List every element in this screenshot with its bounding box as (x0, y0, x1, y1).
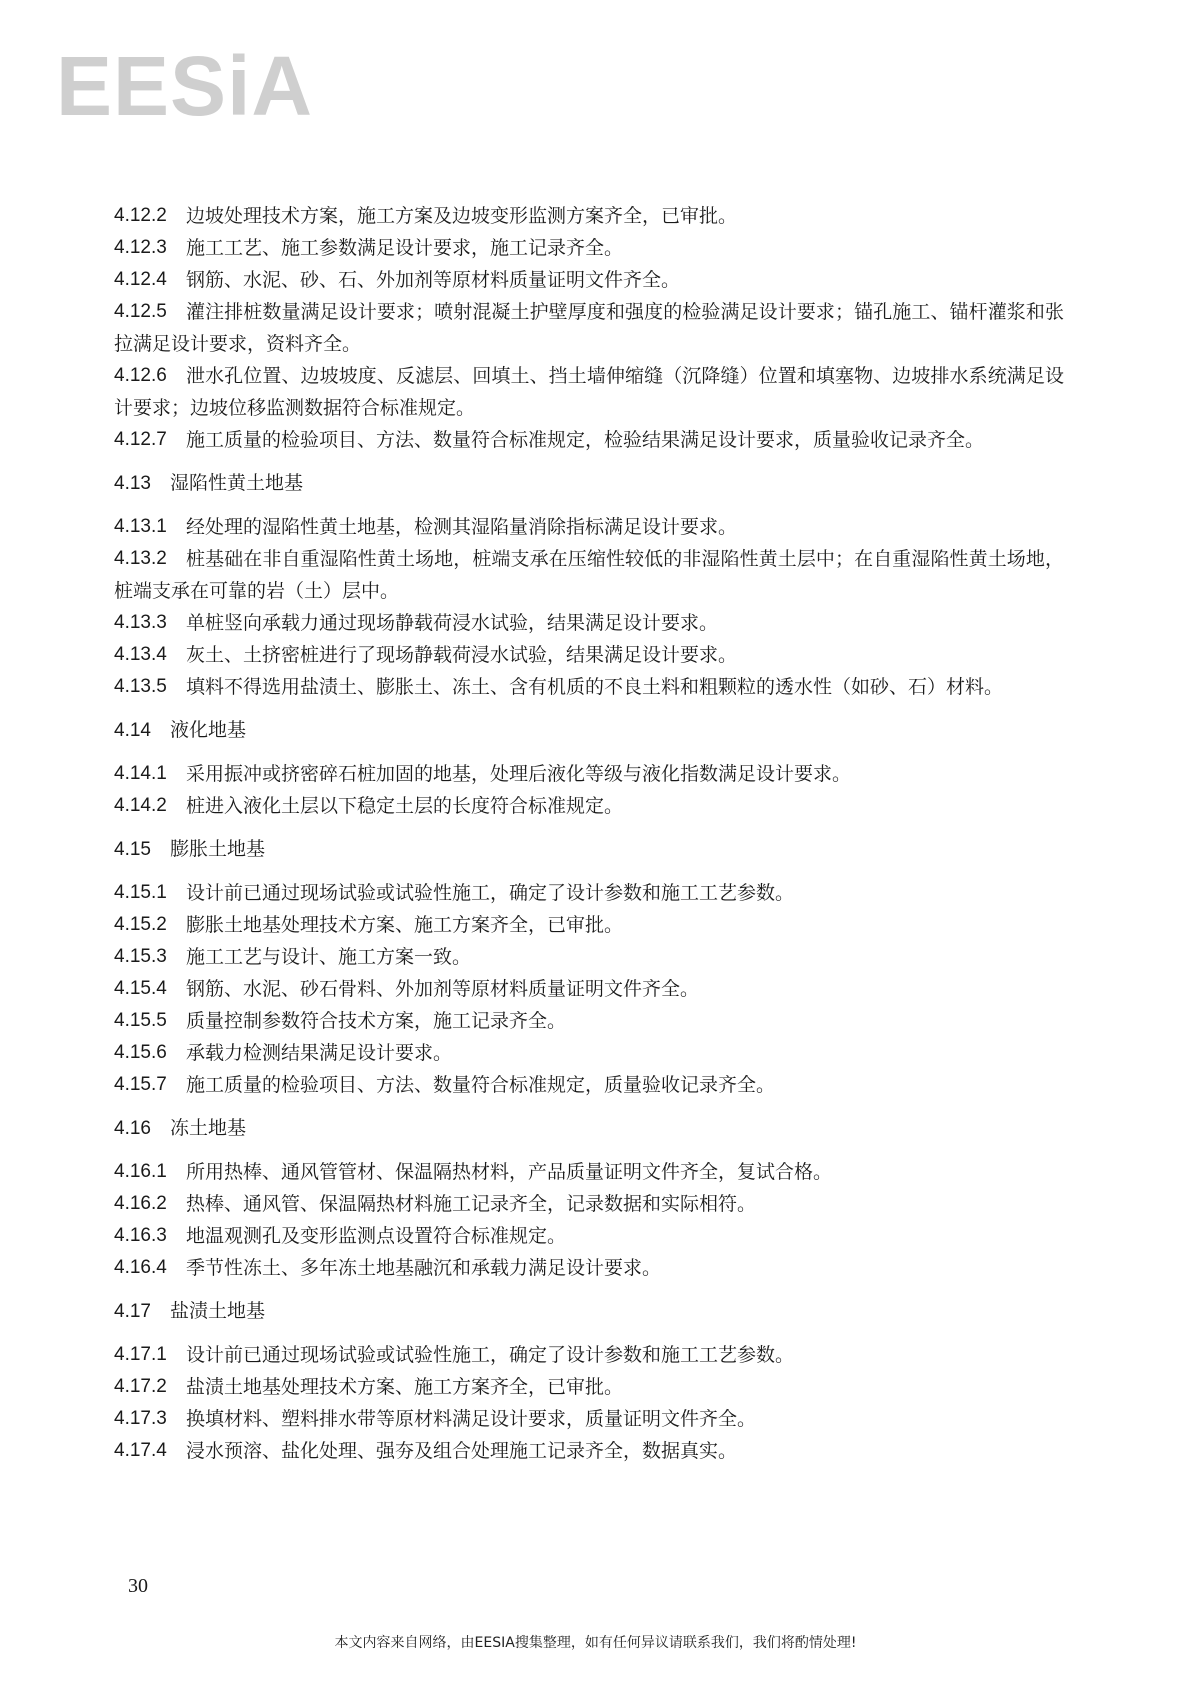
section-heading (114, 1113, 1064, 1144)
section-title: 湿陷性黄土地基 (170, 472, 304, 494)
clause-item (114, 1403, 1064, 1435)
clause-number: 4.15.6 (114, 1042, 167, 1063)
clause-text: 灌注排桩数量满足设计要求；喷射混凝土护壁厚度和强度的检验满足设计要求；锚孔施工、锚杆灌浆和张拉满足设计要求，资料齐全。 (114, 301, 1064, 355)
clause-item (114, 543, 1064, 607)
clause-text: 换填材料、塑料排水带等原材料满足设计要求，质量证明文件齐全。 (186, 1408, 757, 1430)
clause-text: 施工工艺与设计、施工方案一致。 (186, 946, 472, 968)
clause-text: 填料不得选用盐渍土、膨胀土、冻土、含有机质的不良土料和粗颗粒的透水性（如砂、石）材料。 (186, 676, 1004, 698)
clause-text: 钢筋、水泥、砂、石、外加剂等原材料质量证明文件齐全。 (186, 269, 681, 291)
clause-number: 4.14.2 (114, 795, 167, 816)
clause-text: 采用振冲或挤密碎石桩加固的地基，处理后液化等级与液化指数满足设计要求。 (186, 763, 852, 785)
clause-item (114, 1371, 1064, 1403)
clause-item (114, 511, 1064, 543)
clause-item (114, 264, 1064, 296)
clause-text: 桩进入液化土层以下稳定土层的长度符合标准规定。 (186, 795, 624, 817)
clause-text: 施工质量的检验项目、方法、数量符合标准规定，检验结果满足设计要求，质量验收记录齐全。 (186, 429, 985, 451)
clause-number: 4.12.7 (114, 429, 167, 450)
section-title: 冻土地基 (170, 1117, 247, 1139)
clause-item (114, 296, 1064, 360)
clause-item (114, 1069, 1064, 1101)
clause-item (114, 671, 1064, 703)
clause-number: 4.16.4 (114, 1257, 167, 1278)
clause-item (114, 877, 1064, 909)
clause-text: 桩基础在非自重湿陷性黄土场地，桩端支承在压缩性较低的非湿陷性黄土层中；在自重湿陷性黄土场地，桩端支承在可靠的岩（土）层中。 (114, 548, 1064, 602)
clause-text: 设计前已通过现场试验或试验性施工，确定了设计参数和施工工艺参数。 (186, 1344, 795, 1366)
clause-number: 4.16.2 (114, 1193, 167, 1214)
clause-item (114, 639, 1064, 671)
section-number: 4.15 (114, 839, 151, 860)
clause-text: 钢筋、水泥、砂石骨料、外加剂等原材料质量证明文件齐全。 (186, 978, 700, 1000)
eesia-logo: EESiA (56, 39, 314, 133)
clause-number: 4.12.6 (114, 365, 167, 386)
document-body (114, 200, 1064, 1467)
clause-text: 灰土、土挤密桩进行了现场静载荷浸水试验，结果满足设计要求。 (186, 644, 738, 666)
clause-text: 盐渍土地基处理技术方案、施工方案齐全，已审批。 (186, 1376, 624, 1398)
section-number: 4.17 (114, 1301, 151, 1322)
clause-text: 热棒、通风管、保温隔热材料施工记录齐全，记录数据和实际相符。 (186, 1193, 757, 1215)
clause-text: 地温观测孔及变形监测点设置符合标准规定。 (186, 1225, 567, 1247)
clause-item (114, 1220, 1064, 1252)
clause-number: 4.16.1 (114, 1161, 167, 1182)
clause-number: 4.15.5 (114, 1010, 167, 1031)
section-heading (114, 715, 1064, 746)
clause-number: 4.12.4 (114, 269, 167, 290)
clause-number: 4.17.4 (114, 1440, 167, 1461)
section-heading (114, 834, 1064, 865)
clause-item (114, 1339, 1064, 1371)
clause-number: 4.13.5 (114, 676, 167, 697)
clause-text: 施工工艺、施工参数满足设计要求，施工记录齐全。 (186, 237, 624, 259)
clause-number: 4.17.3 (114, 1408, 167, 1429)
clause-item (114, 232, 1064, 264)
footer-disclaimer: 本文内容来自网络，由EESIA搜集整理，如有任何异议请联系我们，我们将酌情处理! (334, 1635, 857, 1651)
clause-item (114, 973, 1064, 1005)
clause-number: 4.16.3 (114, 1225, 167, 1246)
clause-text: 设计前已通过现场试验或试验性施工，确定了设计参数和施工工艺参数。 (186, 882, 795, 904)
clause-item (114, 790, 1064, 822)
clause-item (114, 1188, 1064, 1220)
clause-item (114, 424, 1064, 456)
section-number: 4.14 (114, 720, 151, 741)
clause-number: 4.17.1 (114, 1344, 167, 1365)
clause-number: 4.13.1 (114, 516, 167, 537)
clause-item (114, 1005, 1064, 1037)
clause-number: 4.15.7 (114, 1074, 167, 1095)
clause-number: 4.17.2 (114, 1376, 167, 1397)
clause-number: 4.12.3 (114, 237, 167, 258)
clause-text: 施工质量的检验项目、方法、数量符合标准规定，质量验收记录齐全。 (186, 1074, 776, 1096)
clause-item (114, 909, 1064, 941)
clause-text: 季节性冻土、多年冻土地基融沉和承载力满足设计要求。 (186, 1257, 662, 1279)
clause-number: 4.12.2 (114, 205, 167, 226)
clause-text: 经处理的湿陷性黄土地基，检测其湿陷量消除指标满足设计要求。 (186, 516, 738, 538)
clause-item (114, 607, 1064, 639)
clause-item (114, 1037, 1064, 1069)
clause-item (114, 941, 1064, 973)
clause-number: 4.15.2 (114, 914, 167, 935)
section-title: 盐渍土地基 (170, 1300, 266, 1322)
section-heading (114, 468, 1064, 499)
clause-text: 膨胀土地基处理技术方案、施工方案齐全，已审批。 (186, 914, 624, 936)
clause-number: 4.13.4 (114, 644, 167, 665)
clause-item (114, 758, 1064, 790)
clause-number: 4.12.5 (114, 301, 167, 322)
clause-text: 浸水预溶、盐化处理、强夯及组合处理施工记录齐全，数据真实。 (186, 1440, 738, 1462)
section-heading (114, 1296, 1064, 1327)
clause-number: 4.13.3 (114, 612, 167, 633)
clause-item (114, 1156, 1064, 1188)
clause-text: 所用热棒、通风管管材、保温隔热材料，产品质量证明文件齐全，复试合格。 (186, 1161, 833, 1183)
clause-number: 4.13.2 (114, 548, 167, 569)
clause-number: 4.15.4 (114, 978, 167, 999)
clause-item (114, 1252, 1064, 1284)
section-number: 4.16 (114, 1118, 151, 1139)
clause-number: 4.15.3 (114, 946, 167, 967)
clause-text: 承载力检测结果满足设计要求。 (186, 1042, 453, 1064)
section-title: 膨胀土地基 (170, 838, 266, 860)
clause-item (114, 200, 1064, 232)
clause-number: 4.15.1 (114, 882, 167, 903)
clause-text: 质量控制参数符合技术方案，施工记录齐全。 (186, 1010, 567, 1032)
clause-number: 4.14.1 (114, 763, 167, 784)
clause-text: 边坡处理技术方案，施工方案及边坡变形监测方案齐全，已审批。 (186, 205, 738, 227)
clause-text: 泄水孔位置、边坡坡度、反滤层、回填土、挡土墙伸缩缝（沉降缝）位置和填塞物、边坡排水系统满足设计要求；边坡位移监测数据符合标准规定。 (114, 365, 1064, 419)
clause-text: 单桩竖向承载力通过现场静载荷浸水试验，结果满足设计要求。 (186, 612, 719, 634)
clause-item (114, 360, 1064, 424)
section-title: 液化地基 (170, 719, 247, 741)
clause-item (114, 1435, 1064, 1467)
section-number: 4.13 (114, 473, 151, 494)
page-number: 30 (128, 1575, 148, 1597)
